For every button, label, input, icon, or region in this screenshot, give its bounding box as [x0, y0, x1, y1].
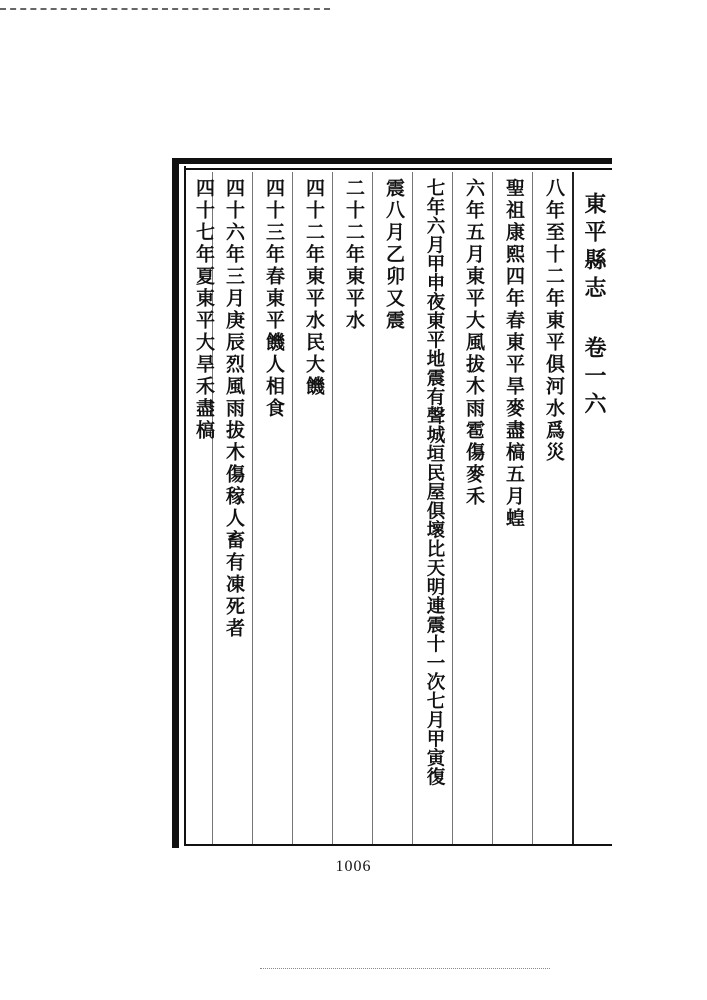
column-rule — [412, 172, 413, 844]
text-column — [372, 172, 412, 844]
column-text: 八年至十二年東平俱河水爲災 — [543, 178, 565, 464]
column-text: 七年六月甲申夜東平地震有聲城垣民屋俱壞比天明連震十一次七月甲寅復 — [424, 178, 445, 786]
column-text: 六年五月東平大風拔木雨雹傷麥禾 — [463, 178, 485, 508]
text-column — [532, 172, 572, 844]
column-rule — [492, 172, 493, 844]
column-text: 四十二年東平水民大饑 — [303, 178, 325, 398]
column-rule — [292, 172, 293, 844]
column-rule — [332, 172, 333, 844]
text-column — [252, 172, 292, 844]
text-column — [292, 172, 332, 844]
page-number: 1006 — [335, 858, 372, 875]
text-column — [186, 172, 226, 844]
frame-left-thick-border — [172, 158, 179, 848]
frame-top-thick-border — [172, 158, 612, 164]
frame-top-thin-border — [184, 168, 612, 170]
column-rule — [372, 172, 373, 844]
frame-bottom-border — [184, 844, 612, 846]
column-text: 四十七年夏東平大旱禾盡槁 — [193, 178, 215, 442]
header-title: 東平縣志 卷一六 — [581, 192, 607, 420]
column-rule — [452, 172, 453, 844]
scan-edge-dashes — [0, 8, 330, 10]
column-text: 聖祖康熙四年春東平旱麥盡槁五月蝗 — [503, 178, 525, 530]
column-rule — [532, 172, 533, 844]
column-rule — [252, 172, 253, 844]
text-column — [332, 172, 372, 844]
header-strip — [572, 172, 612, 844]
text-column — [412, 172, 452, 844]
header-divider — [572, 172, 574, 844]
text-column — [452, 172, 492, 844]
column-text: 二十二年東平水 — [343, 178, 365, 332]
text-column — [492, 172, 532, 844]
scan-bottom-specks — [260, 968, 550, 973]
column-text: 四十六年三月庚辰烈風雨拔木傷稼人畜有凍死者 — [223, 178, 245, 640]
column-text: 震八月乙卯又震 — [383, 178, 405, 332]
page-frame — [172, 158, 612, 848]
column-text: 四十三年春東平饑人相食 — [263, 178, 285, 420]
